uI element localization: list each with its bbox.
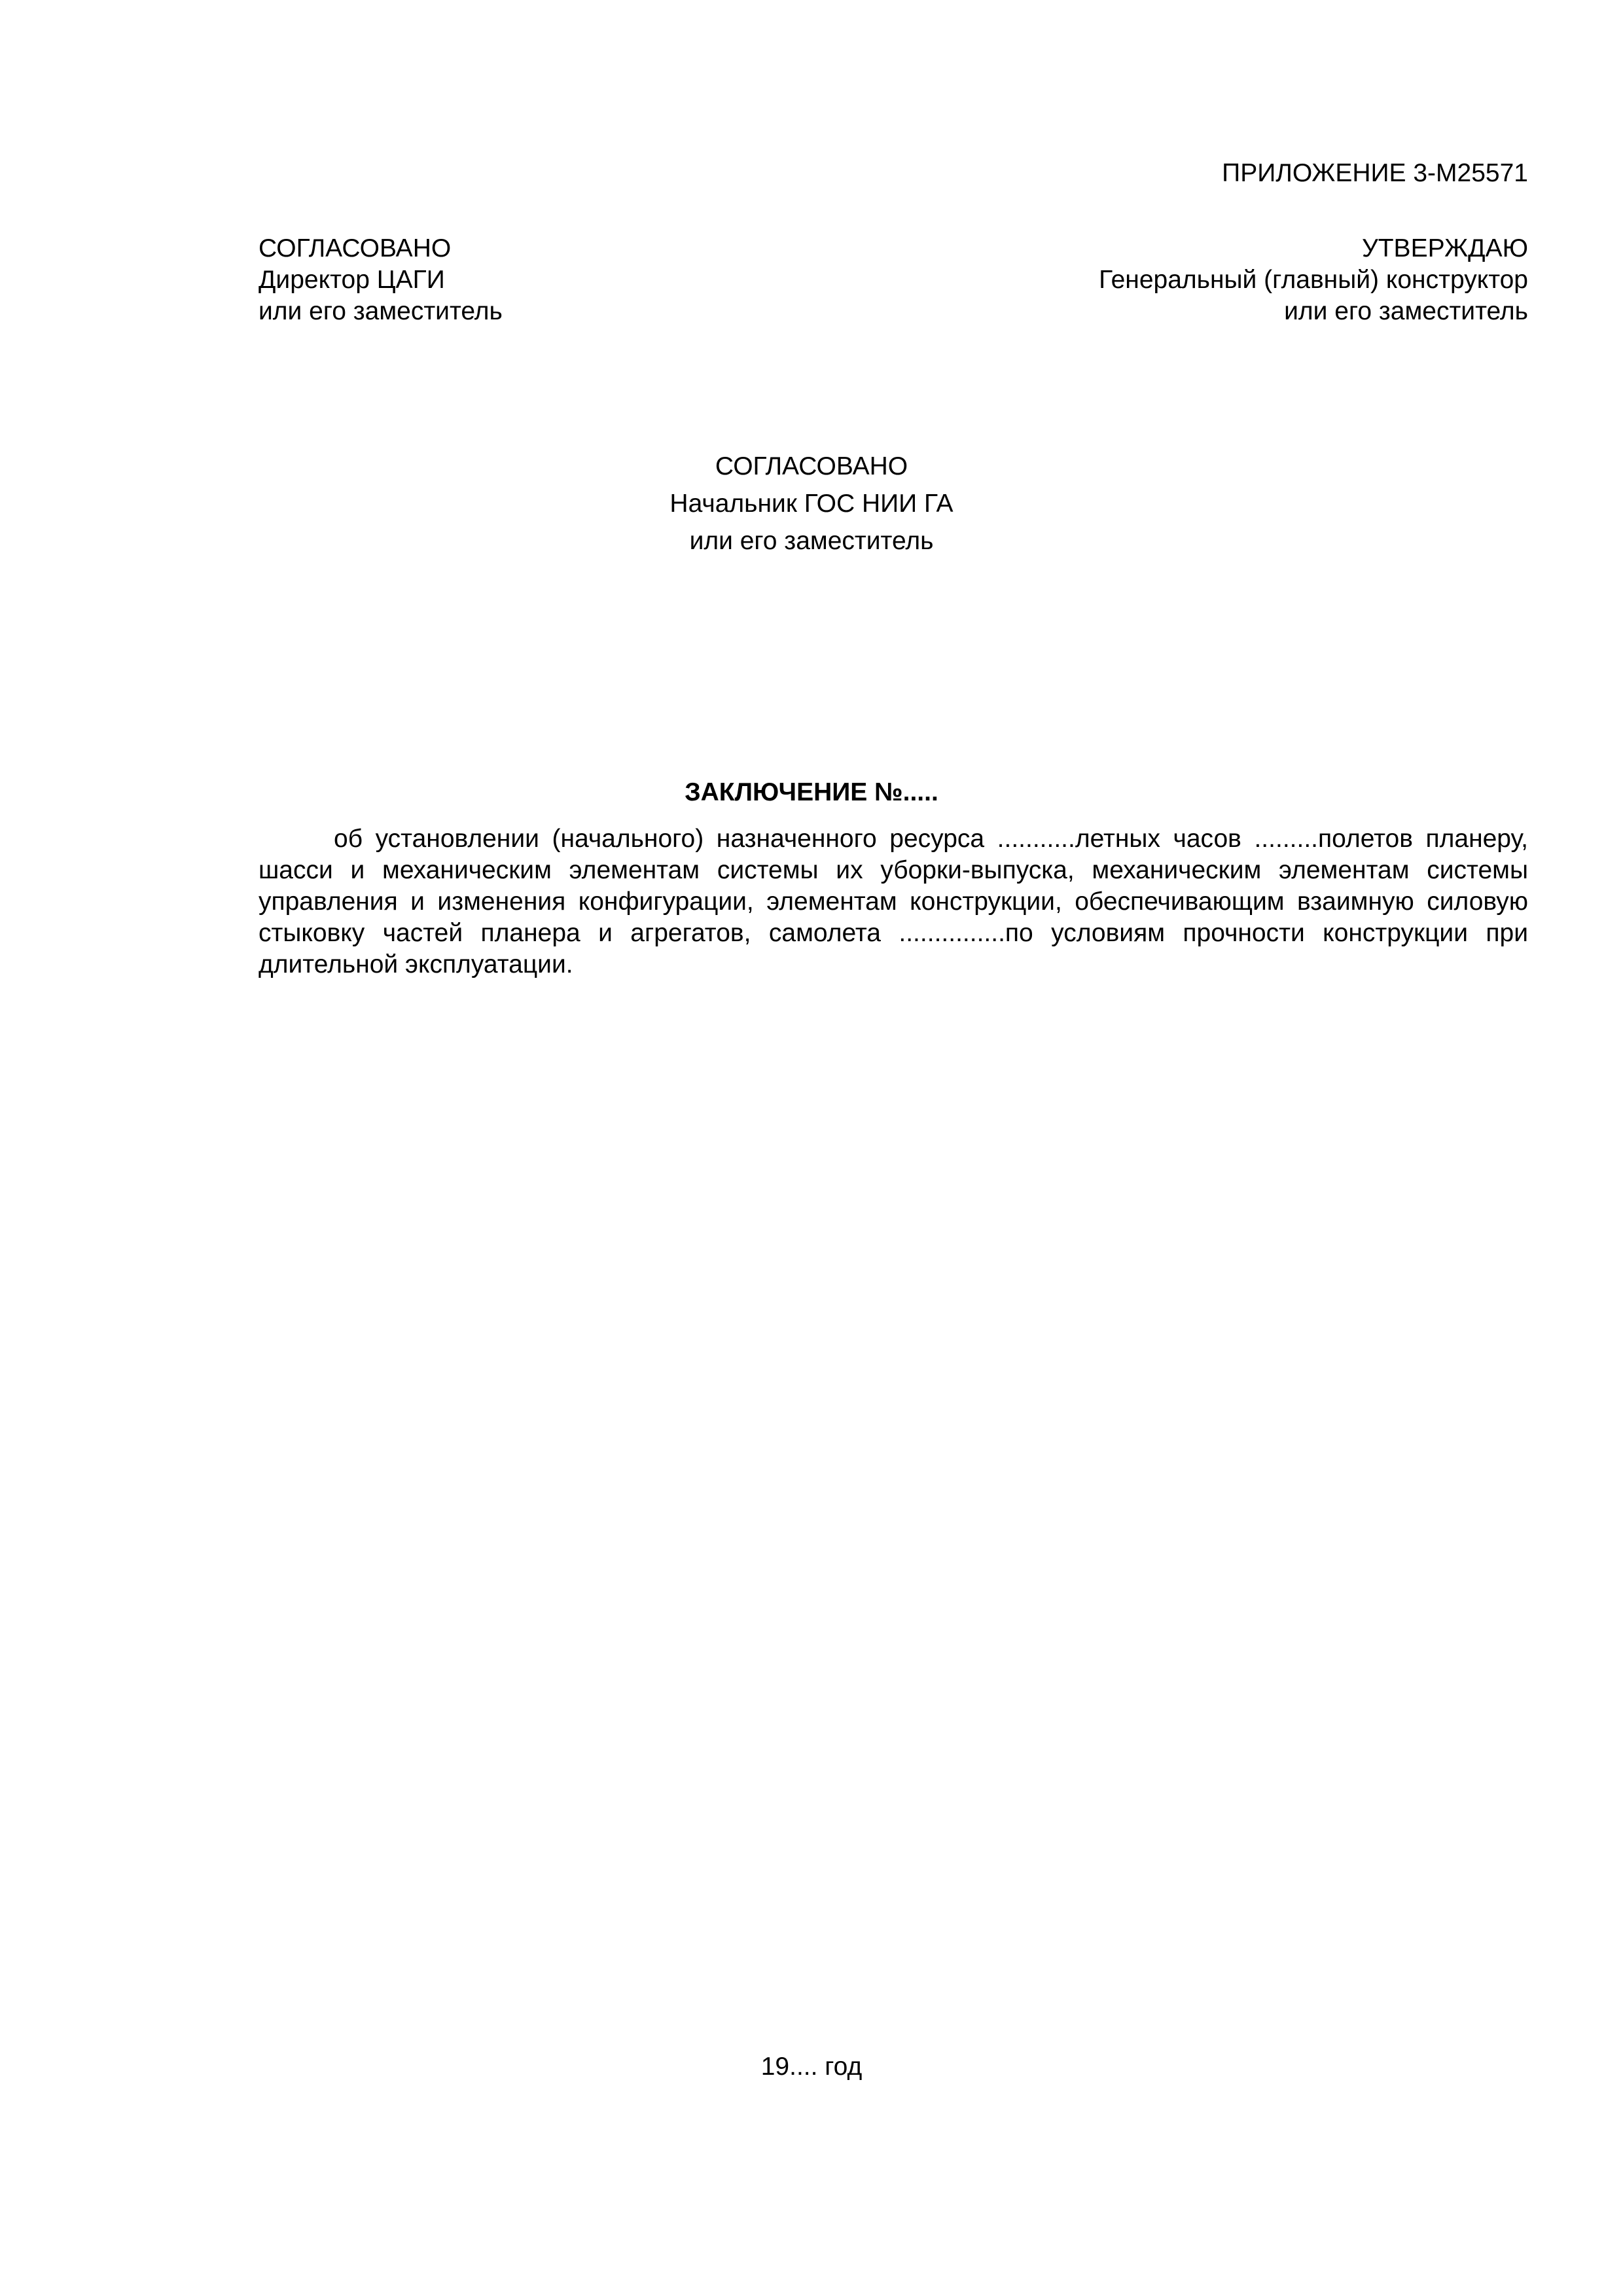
approval-center-heading: СОГЛАСОВАНО — [715, 452, 908, 480]
approval-center-position: Начальник ГОС НИИ ГА — [669, 490, 954, 518]
approval-left-position: Директор ЦАГИ — [259, 266, 445, 294]
approval-right-deputy: или его заместитель — [1284, 297, 1528, 325]
approval-block-right — [1099, 233, 1528, 327]
conclusion-title: ЗАКЛЮЧЕНИЕ №..... — [685, 778, 938, 806]
approval-block-left — [259, 233, 503, 327]
approval-right-position: Генеральный (главный) конструктор — [1099, 266, 1528, 294]
approval-center-deputy: или его заместитель — [689, 527, 934, 555]
approval-right-heading: УТВЕРЖДАЮ — [1361, 234, 1528, 262]
approval-left-heading: СОГЛАСОВАНО — [259, 234, 452, 262]
approval-block-center — [0, 448, 1623, 560]
document-year: 19.... год — [760, 2053, 863, 2081]
approval-left-deputy: или его заместитель — [259, 297, 503, 325]
appendix-label: ПРИЛОЖЕНИЕ 3-М25571 — [1222, 159, 1528, 187]
conclusion-body: об установлении (начального) назначенного ресурса ...........летных часов .........полетов планеру, шасси и механическим элементам системы их уборки-выпуска, механическим элементам системы управления и изменения конфигурации, элементам конструкции, обеспечивающим взаимную силовую стыковку частей планера и агрегатов, самолета ...............по условиям прочности конструкции при длительной эксплуатации. — [259, 825, 1528, 978]
